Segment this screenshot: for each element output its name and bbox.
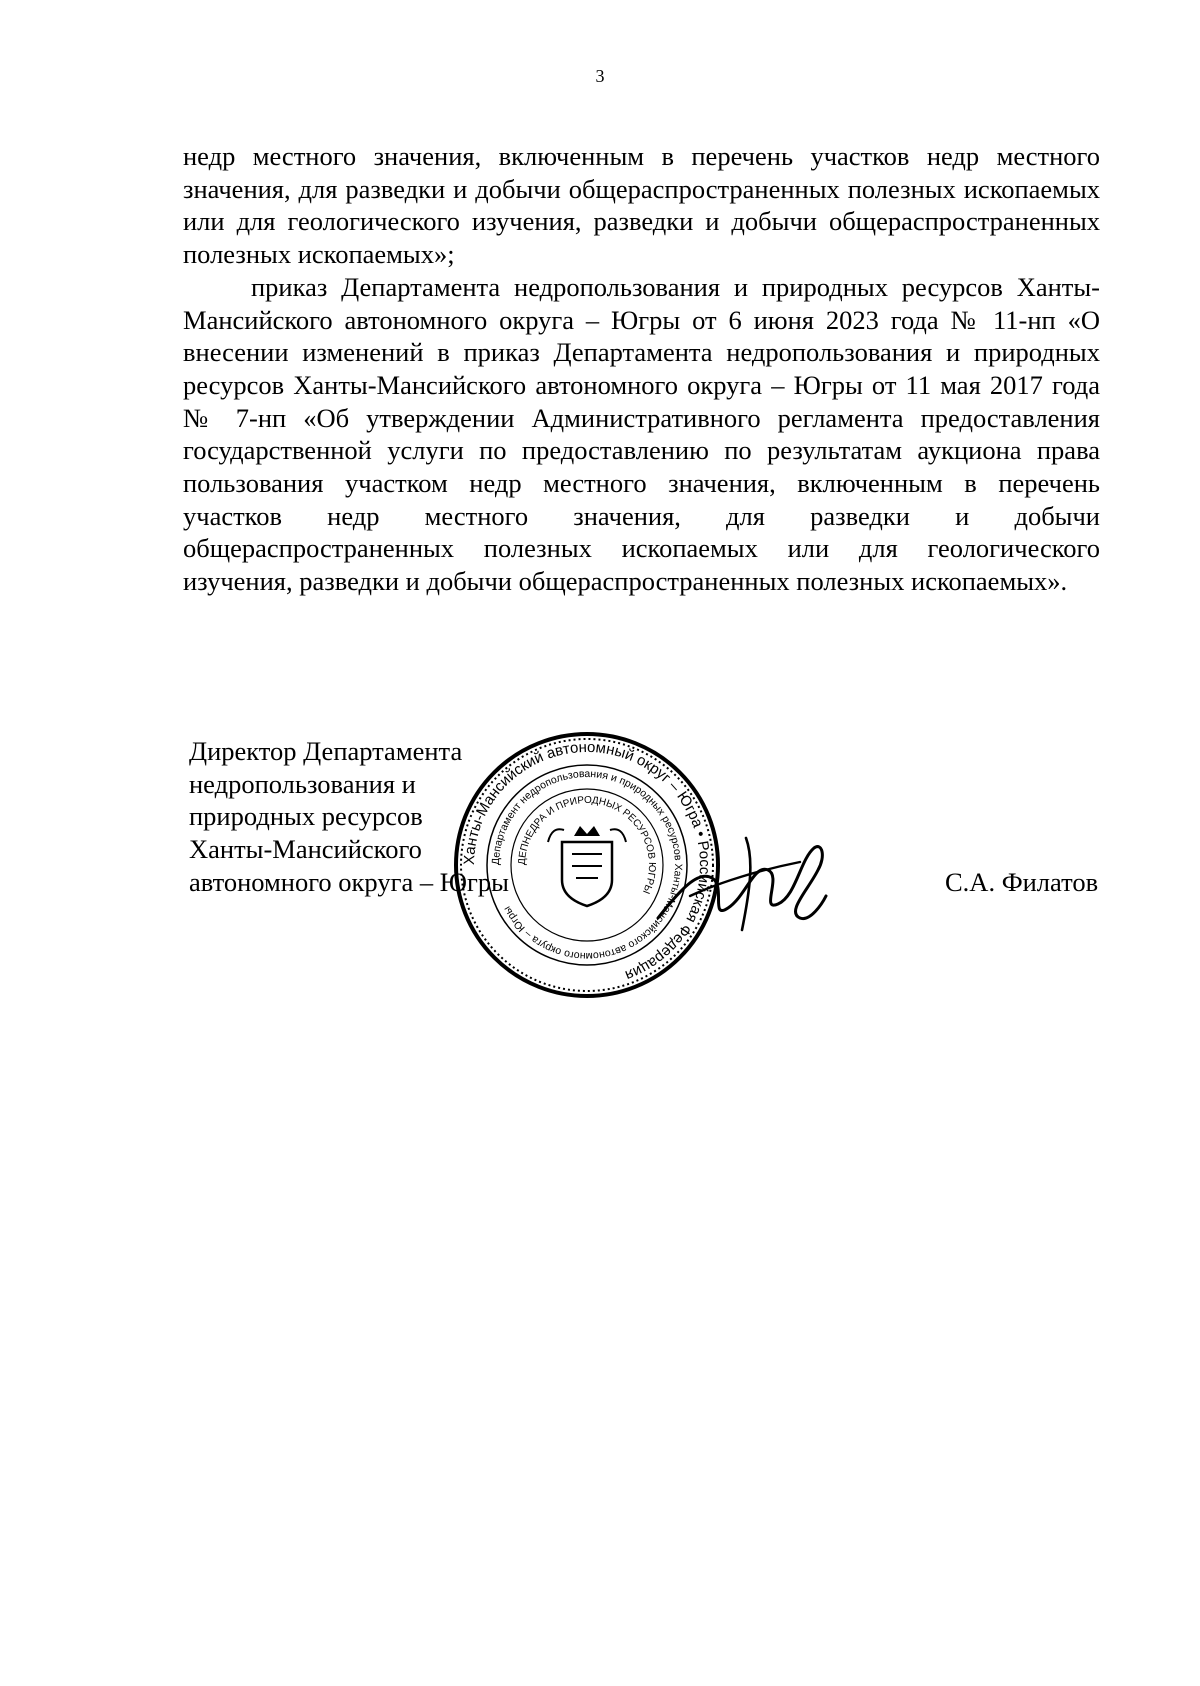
handwritten-signature	[650, 800, 830, 950]
signature-title-line: автономного округа – Югры	[189, 866, 509, 897]
paragraph-continuation: недр местного значения, включенным в перечень участков недр местного значения, для разведки и добычи общераспространенных полезных ископаемых или для геологического изучения, разведки и добычи общераспространенных полезных ископаемых»;	[183, 141, 1100, 270]
seal-center-text: ДЕПНЕДРА И ПРИРОДНЫХ РЕСУРСОВ ЮГРЫ	[516, 794, 658, 896]
signer-name: С.А. Филатов	[945, 867, 1099, 897]
signature-title-line: Директор Департамента	[189, 736, 463, 766]
signature-title-line: природных ресурсов	[189, 801, 423, 832]
seal-outer-text: Ханты-Мансийский автономный округ – Югра • Российская Федерация	[460, 738, 714, 984]
page-number: 3	[595, 66, 605, 86]
paragraph-order: приказ Департамента недропользования и природных ресурсов Ханты-Мансийского автономного округа – Югры от 6 июня 2023 года № 11-нп «О внесении изменений в приказ Департамента недропользования и природных ресурсов Ханты-Мансийского автономного округа – Югры от 11 мая 2017 года № 7-нп «Об утверждении Административного регламента предоставления государственной услуги по предоставлению по результатам аукциона права пользования участком недр местного значения, включенным в перечень участков недр местного значения, для разведки и добычи общераспространенных полезных ископаемых или для геологического изучения, разведки и добычи общераспространенных полезных ископаемых».	[183, 271, 1100, 597]
body-text	[183, 140, 1100, 598]
signature-title-line: недропользования и	[189, 768, 416, 799]
coat-of-arms-icon	[548, 826, 626, 906]
signature-title-line: Ханты-Мансийского	[189, 834, 422, 865]
seal-inner-text: Департамент недропользования и природных ресурсов Ханты-Мансийского автономного округа – Югры	[489, 767, 685, 963]
